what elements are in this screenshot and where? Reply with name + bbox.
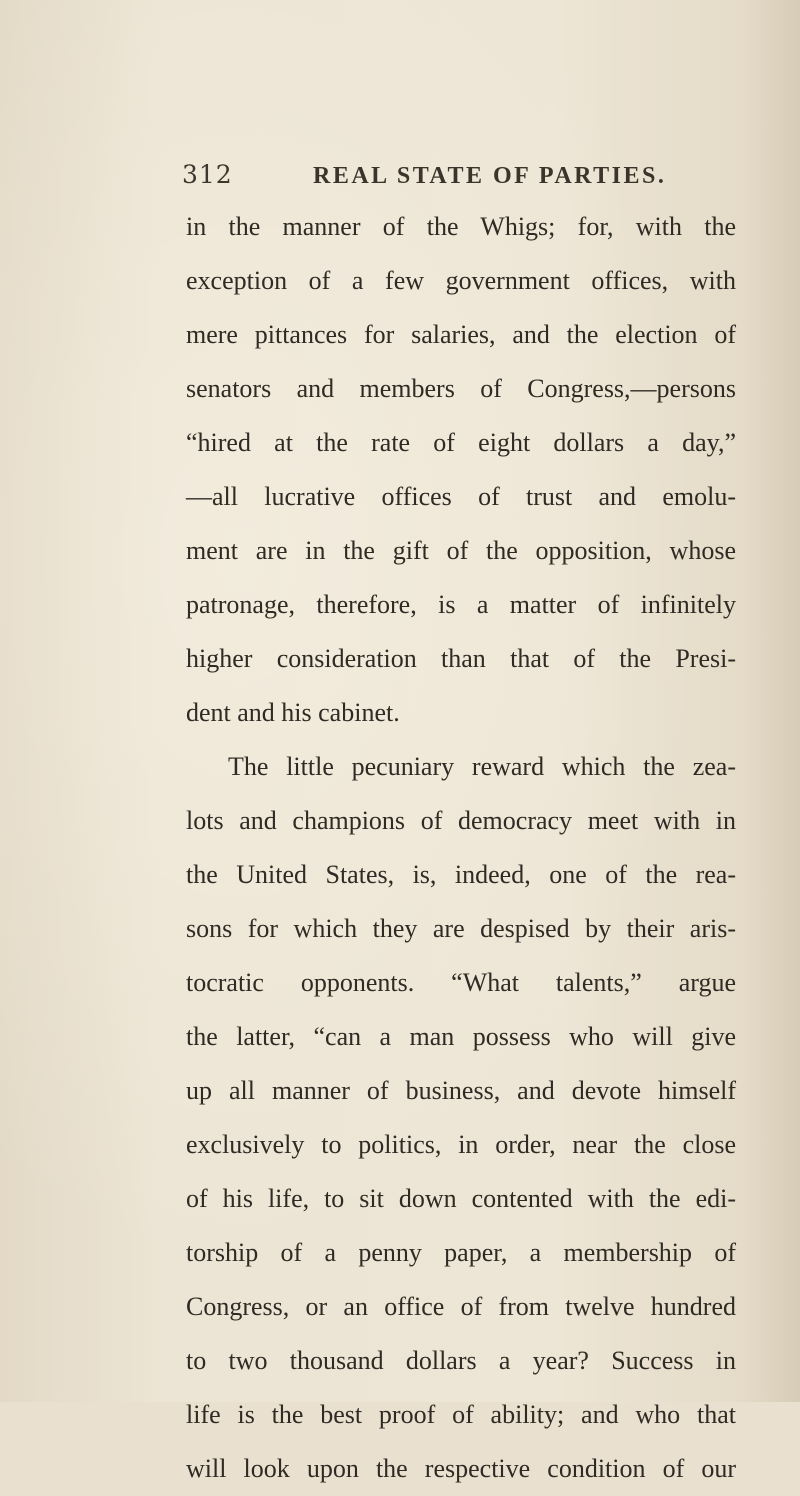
- text-line: higher consideration than that of the Presi-: [186, 644, 736, 673]
- text-line: the latter, “can a man possess who will give: [186, 1022, 736, 1051]
- text-line: mere pittances for salaries, and the election of: [186, 320, 736, 349]
- text-line: of his life, to sit down contented with the edi-: [186, 1184, 736, 1213]
- text-line: torship of a penny paper, a membership of: [186, 1238, 736, 1267]
- text-line: lots and champions of democracy meet with in: [186, 806, 736, 835]
- text-line: to two thousand dollars a year? Success in: [186, 1346, 736, 1375]
- text-line: sons for which they are despised by their aris-: [186, 914, 736, 943]
- text-line: life is the best proof of ability; and who that: [186, 1400, 736, 1429]
- text-line: —all lucrative offices of trust and emolu-: [186, 482, 736, 511]
- text-line: ment are in the gift of the opposition, whose: [186, 536, 736, 565]
- page-edge-shadow: [740, 0, 800, 1402]
- paragraph-start-line: The little pecuniary reward which the zea-: [228, 752, 736, 781]
- text-line: tocratic opponents. “What talents,” argue: [186, 968, 736, 997]
- text-line: exclusively to politics, in order, near the close: [186, 1130, 736, 1159]
- text-line: “hired at the rate of eight dollars a day,”: [186, 428, 736, 457]
- body-text: [186, 200, 736, 1496]
- paragraph-end-line: dent and his cabinet.: [186, 698, 400, 727]
- text-line: patronage, therefore, is a matter of infinitely: [186, 590, 736, 619]
- text-line: Congress, or an office of from twelve hundred: [186, 1292, 736, 1321]
- page-header: [182, 160, 742, 200]
- text-line: senators and members of Congress,—persons: [186, 374, 736, 403]
- running-head: REAL STATE OF PARTIES.: [313, 163, 667, 189]
- text-line: exception of a few government offices, with: [186, 266, 736, 295]
- text-line: in the manner of the Whigs; for, with the: [186, 212, 736, 241]
- text-line: the United States, is, indeed, one of the rea-: [186, 860, 736, 889]
- page-number: 312: [182, 160, 233, 189]
- text-line: will look upon the respective condition of our: [186, 1454, 736, 1483]
- text-line: up all manner of business, and devote himself: [186, 1076, 736, 1105]
